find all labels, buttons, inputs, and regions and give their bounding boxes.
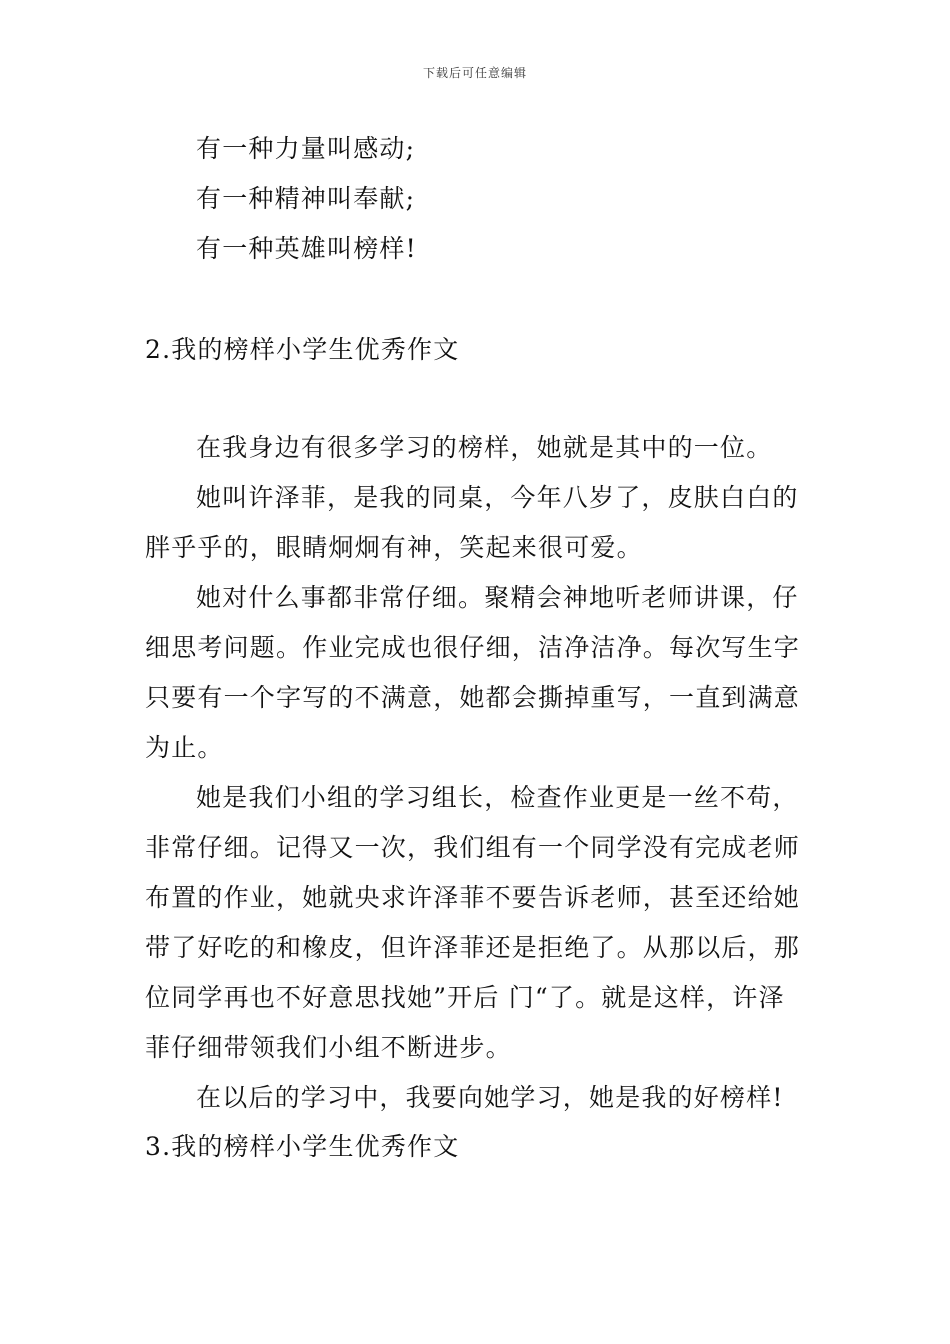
paragraph-line: 布置的作业，她就央求许泽菲不要告诉老师，甚至还给她: [145, 883, 801, 912]
paragraph-line: 非常仔细。记得又一次，我们组有一个同学没有完成老师: [145, 833, 801, 862]
paragraph-line: 为止。: [145, 733, 224, 762]
page-header-note: 下载后可任意编辑: [422, 66, 527, 80]
poem-line-1: 有一种力量叫感动;: [196, 134, 416, 163]
paragraph-line: 只要有一个字写的不满意，她都会撕掉重写，一直到满意: [145, 683, 801, 712]
paragraph-line: 细思考问题。作业完成也很仔细，洁净洁净。每次写生字: [145, 633, 801, 662]
paragraph-line: 在以后的学习中，我要向她学习，她是我的好榜样!: [196, 1083, 784, 1112]
paragraph-line: 带了好吃的和橡皮，但许泽菲还是拒绝了。从那以后，那: [145, 933, 801, 962]
paragraph-line: 在我身边有很多学习的榜样，她就是其中的一位。: [196, 433, 773, 462]
section-3-title: 3.我的榜样小学生优秀作文: [145, 1132, 460, 1161]
paragraph-line: 她叫许泽菲，是我的同桌，今年八岁了，皮肤白白的: [196, 483, 799, 512]
poem-line-2: 有一种精神叫奉献;: [196, 184, 416, 213]
paragraph-line: 位同学再也不好意思找她”开后 门“了。就是这样，许泽: [145, 983, 785, 1012]
paragraph-line: 菲仔细带领我们小组不断进步。: [145, 1033, 512, 1062]
paragraph-line: 胖乎乎的，眼睛炯炯有神，笑起来很可爱。: [145, 533, 643, 562]
paragraph-line: 她是我们小组的学习组长，检查作业更是一丝不苟，: [196, 783, 799, 812]
section-2-title: 2.我的榜样小学生优秀作文: [145, 335, 460, 364]
poem-line-3: 有一种英雄叫榜样!: [196, 234, 417, 263]
paragraph-line: 她对什么事都非常仔细。聚精会神地听老师讲课，仔: [196, 583, 799, 612]
